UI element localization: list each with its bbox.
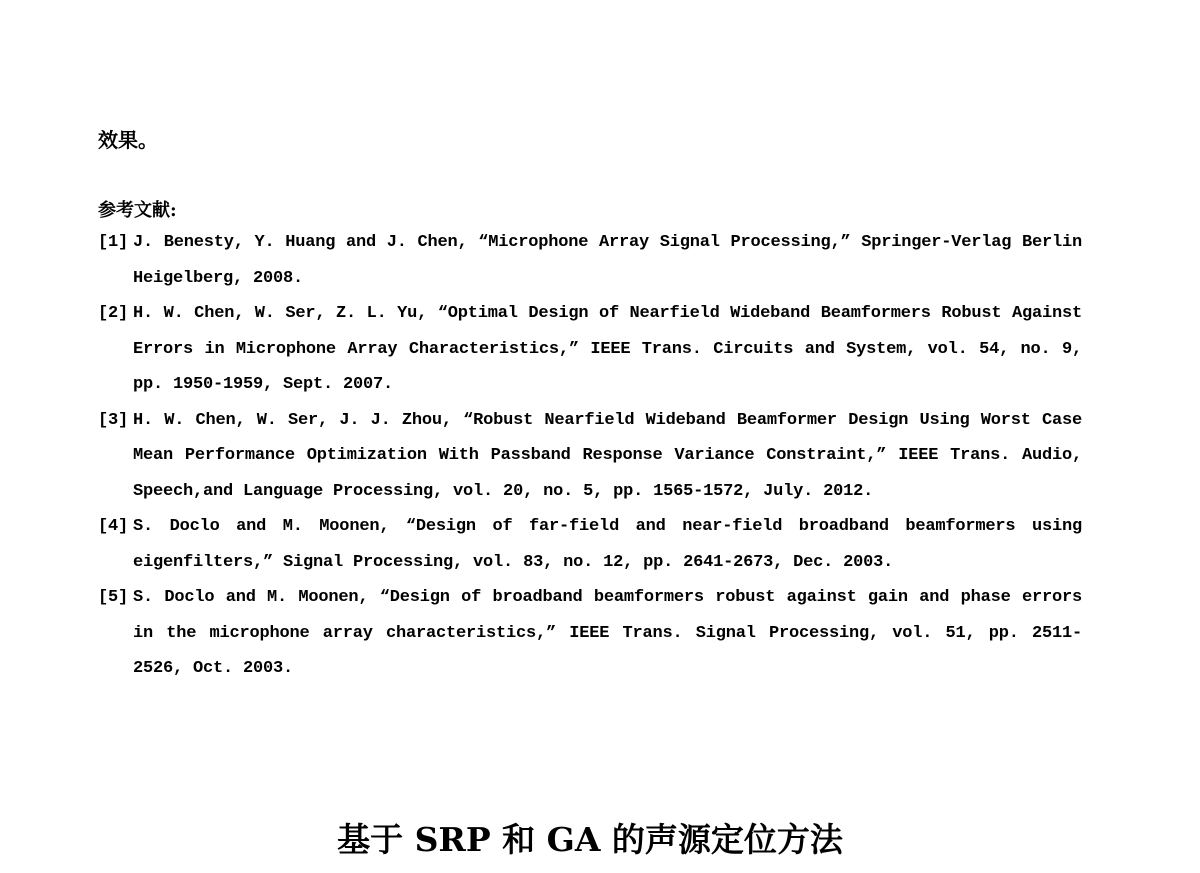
reference-text: J. Benesty, Y. Huang and J. Chen, “Microphone Array Signal Processing,” Springer-Verlag Berlin Heigelberg, 2008. [133, 233, 1082, 288]
reference-number: [4] [98, 517, 129, 536]
reference-number: [1] [98, 233, 129, 252]
reference-item [98, 403, 1082, 510]
reference-text: S. Doclo and M. Moonen, “Design of far-field and near-field broadband beamformers using eigenfilters,” Signal Processing, vol. 83, no. 12, pp. 2641-2673, Dec. 2003. [133, 517, 1082, 572]
section-title: 基于 SRP 和 GA 的声源定位方法 [337, 820, 843, 859]
reference-list [98, 225, 1082, 687]
reference-number: [5] [98, 588, 129, 607]
reference-item [98, 225, 1082, 296]
reference-text: S. Doclo and M. Moonen, “Design of broadband beamformers robust against gain and phase errors in the microphone array characteristics,” IEEE Trans. Signal Processing, vol. 51, pp. 2511-2526, Oct. 2003. [133, 588, 1082, 678]
reference-number: [2] [98, 304, 129, 323]
reference-text: H. W. Chen, W. Ser, Z. L. Yu, “Optimal Design of Nearfield Wideband Beamformers Robust Against Errors in Microphone Array Characteristics,” IEEE Trans. Circuits and System, vol. 54, no. 9, pp. 1950-1959, Sept. 2007. [133, 304, 1082, 394]
references-heading: 参考文献: [98, 200, 177, 221]
reference-item [98, 580, 1082, 687]
reference-item [98, 296, 1082, 403]
intro-text-fragment: 效果。 [98, 128, 158, 152]
reference-number: [3] [98, 410, 129, 430]
reference-text: H. W. Chen, W. Ser, J. J. Zhou, “Robust Nearfield Wideband Beamformer Design Using Worst Case Mean Performance Optimization With Passband Response Variance Constraint,” IEEE Trans. Audio, Speech,and Language Processing, vol. 20, no. 5, pp. 1565-1572, July. 2012. [133, 410, 1082, 501]
reference-item [98, 509, 1082, 580]
